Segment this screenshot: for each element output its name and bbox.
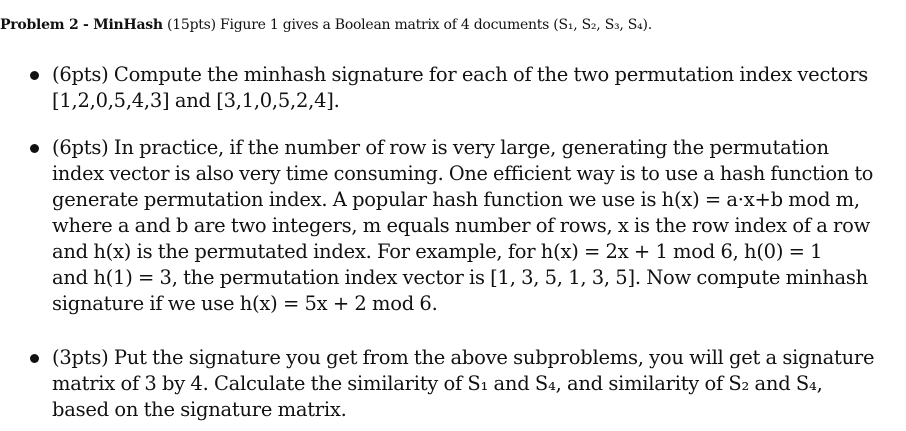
- text-line: (6pts) Compute the minhash signature for each of the two permutation index vectors: [52, 63, 869, 86]
- subproblem-text: [52, 62, 880, 114]
- subproblem-text: [52, 345, 880, 423]
- bullet-icon: [30, 144, 39, 153]
- text-line: matrix of 3 by 4. Calculate the similarity of S₁ and S₄, and similarity of S₂ and S₄,: [52, 372, 823, 395]
- text-line: (3pts) Put the signature you get from the above subproblems, you will get a signature: [52, 346, 875, 369]
- text-line: index vector is also very time consuming. One efficient way is to use a hash function to: [52, 162, 874, 185]
- text-line: and h(1) = 3, the permutation index vector is [1, 3, 5, 1, 3, 5]. Now compute minhash: [52, 266, 868, 289]
- text-line: (6pts) In practice, if the number of row is very large, generating the permutation: [52, 136, 829, 159]
- text-line: based on the signature matrix.: [52, 398, 347, 421]
- problem-title: Problem 2 - MinHash: [0, 17, 163, 33]
- bullet-icon: [30, 71, 39, 80]
- text-line: and h(x) is the permutated index. For example, for h(x) = 2x + 1 mod 6, h(0) = 1: [52, 240, 823, 263]
- text-line: where a and b are two integers, m equals number of rows, x is the row index of a row: [52, 214, 871, 237]
- problem-intro: (15pts) Figure 1 gives a Boolean matrix of 4 documents (S₁, S₂, S₃, S₄).: [162, 17, 652, 33]
- problem-heading: [0, 12, 906, 38]
- subproblem-text: [52, 135, 880, 317]
- bullet-icon: [30, 354, 39, 363]
- text-line: generate permutation index. A popular hash function we use is h(x) = a·x+b mod m,: [52, 188, 860, 211]
- text-line: signature if we use h(x) = 5x + 2 mod 6.: [52, 292, 438, 315]
- text-line: [1,2,0,5,4,3] and [3,1,0,5,2,4].: [52, 89, 340, 112]
